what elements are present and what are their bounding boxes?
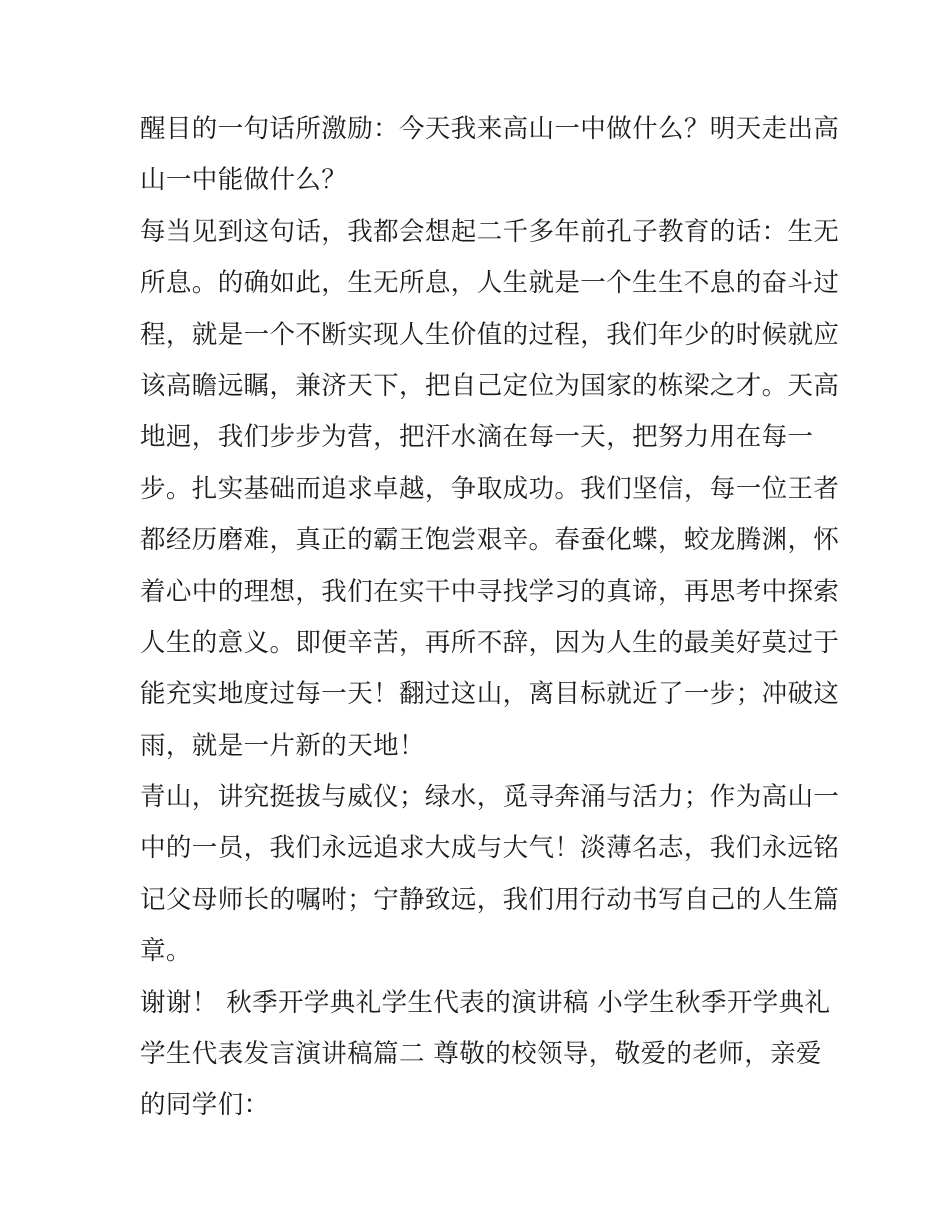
paragraph-1 — [140, 104, 840, 207]
text-line: 中的一员，我们永远追求大成与大气！淡薄名志，我们永远铭 — [140, 833, 840, 864]
text-line: 记父母师长的嘱咐；宁静致远，我们用行动书写自己的人生篇 — [140, 884, 840, 915]
paragraph-4 — [140, 978, 831, 1132]
text-line: 每当见到这句话，我都会想起二千多年前孔子教育的话：生无 — [140, 216, 840, 247]
text-line: 青山，讲究挺拔与威仪；绿水，觅寻奔涌与活力；作为高山一 — [140, 782, 840, 813]
text-line: 醒目的一句话所激励：今天我来高山一中做什么？明天走出高 — [140, 114, 840, 144]
paragraph-2 — [140, 207, 840, 772]
text-line: 学生代表发言演讲稿篇二 尊敬的校领导，敬爱的老师，亲爱 — [140, 1039, 822, 1070]
text-line: 谢谢！ 秋季开学典礼学生代表的演讲稿 小学生秋季开学典礼 — [140, 987, 831, 1018]
text-line: 程，就是一个不断实现人生价值的过程，我们年少的时候就应 — [140, 319, 840, 350]
text-line: 章。 — [140, 936, 192, 967]
text-line: 所息。的确如此，生无所息，人生就是一个生生不息的奋斗过 — [140, 268, 840, 299]
text-line: 地迥，我们步步为营，把汗水滴在每一天，把努力用在每一 — [140, 422, 814, 453]
paragraph-3 — [140, 772, 840, 978]
text-line: 雨，就是一片新的天地！ — [140, 730, 425, 761]
text-line: 该高瞻远瞩，兼济天下，把自己定位为国家的栋梁之才。天高 — [140, 370, 840, 401]
text-line: 的同学们： — [140, 1090, 270, 1121]
text-line: 山一中能做什么？ — [140, 165, 348, 196]
text-line: 都经历磨难，真正的霸王饱尝艰辛。春蚕化蝶，蛟龙腾渊，怀 — [140, 525, 840, 556]
document-body — [140, 104, 840, 1132]
text-line: 能充实地度过每一天！翻过这山，离目标就近了一步；冲破这 — [140, 679, 840, 710]
text-line: 着心中的理想，我们在实干中寻找学习的真谛，再思考中探索 — [140, 576, 840, 607]
text-line: 步。扎实基础而追求卓越，争取成功。我们坚信，每一位王者 — [140, 473, 840, 504]
text-line: 人生的意义。即便辛苦，再所不辞，因为人生的最美好莫过于 — [140, 627, 840, 658]
